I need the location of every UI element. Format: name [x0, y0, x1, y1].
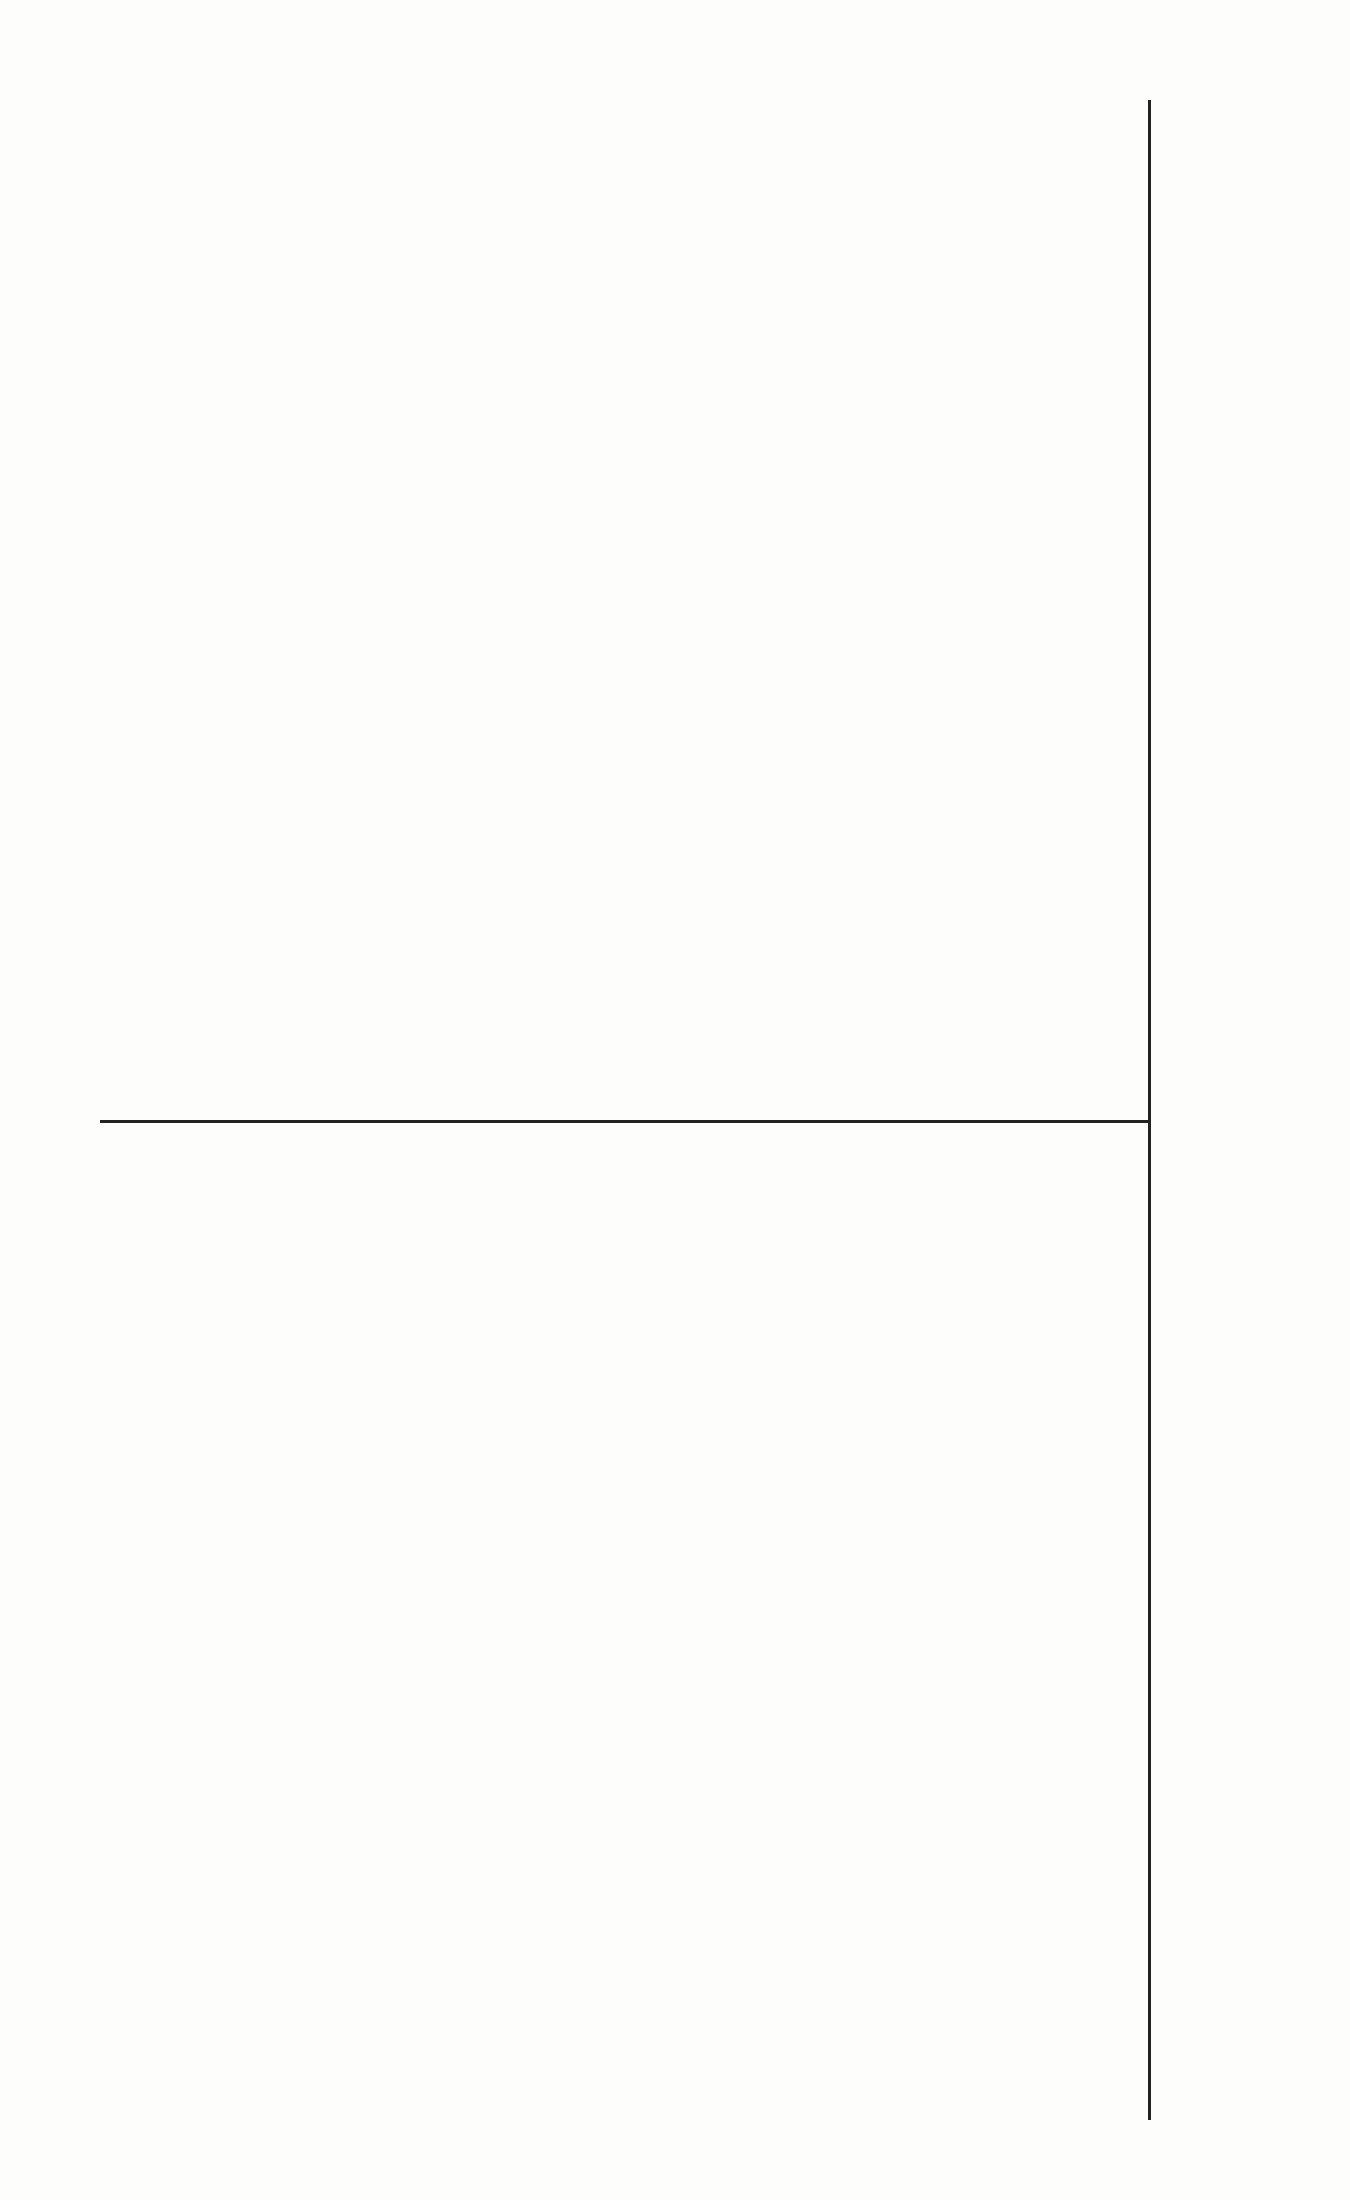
right-border-line: [1148, 100, 1151, 2120]
middle-divider-line: [100, 1120, 1150, 1123]
